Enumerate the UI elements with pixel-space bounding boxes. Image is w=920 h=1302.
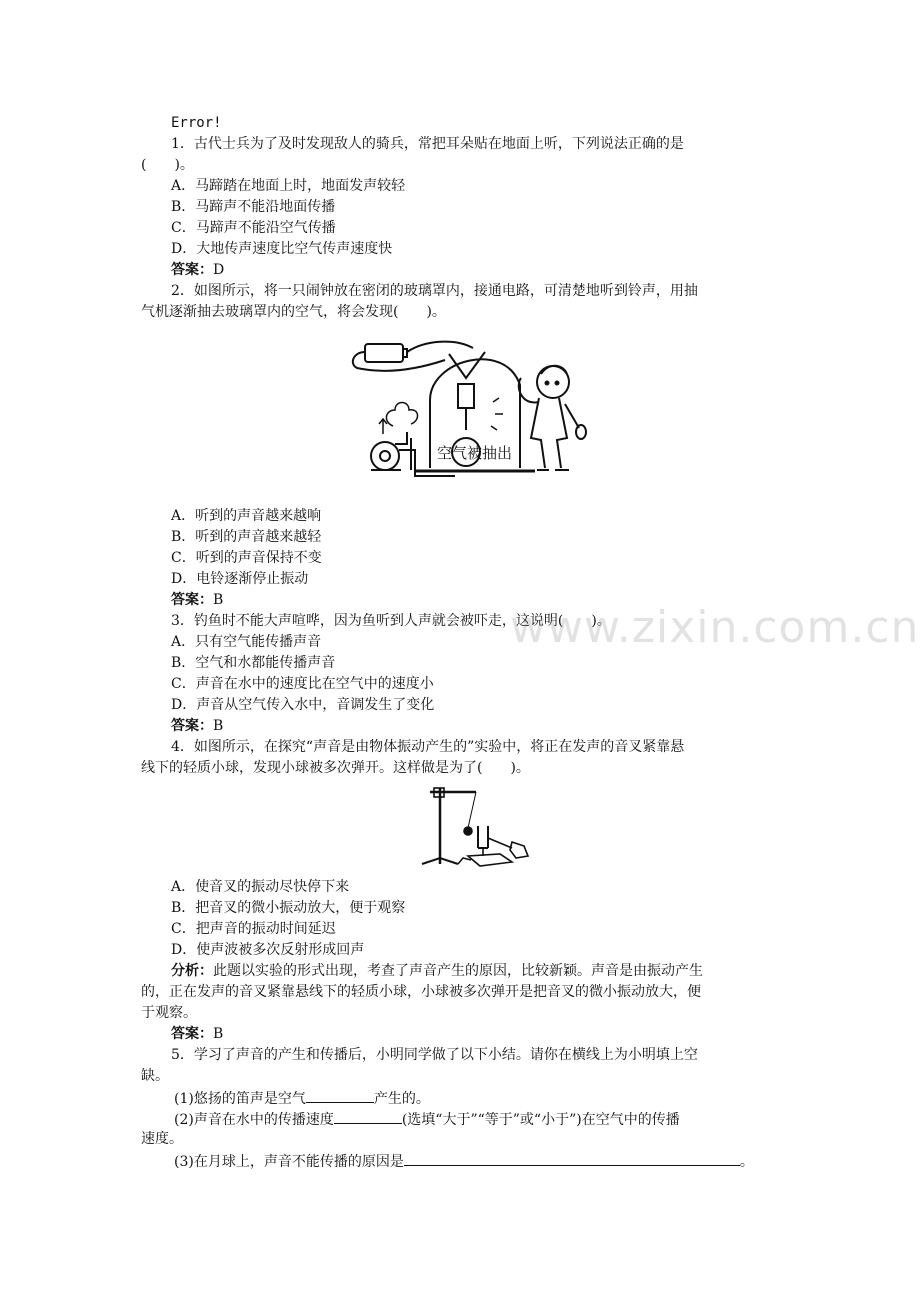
- q2-option-a: A．听到的声音越来越响: [171, 508, 322, 524]
- q5-part2-text: (2)声音在水中的传播速度: [174, 1112, 334, 1128]
- q2-option-c: C．听到的声音保持不变: [171, 550, 322, 566]
- q1-stem-line1: 1．古代士兵为了及时发现敌人的骑兵，常把耳朵贴在地面上听，下列说法正确的是: [171, 136, 684, 152]
- q1-option-c: C．马蹄声不能沿空气传播: [171, 220, 336, 236]
- q5-part2-end: (选填“大于”“等于”或“小于”)在空气中的传播: [401, 1112, 680, 1128]
- q4-option-a: A．使音叉的振动尽快停下来: [171, 879, 350, 895]
- answer-value: B: [213, 592, 224, 608]
- q5-stem-line2: 缺。: [141, 1068, 169, 1084]
- hand-icon: [510, 842, 528, 858]
- answer-label: 答案：: [171, 718, 213, 734]
- q5-part3-text: (3)在月球上，声音不能传播的原因是: [174, 1154, 404, 1170]
- answer-label: 答案：: [171, 592, 213, 608]
- watermark: www.zixin.com.cn: [510, 602, 920, 653]
- q4-analysis-line2: 的，正在发声的音叉紧靠悬线下的轻质小球，小球被多次弹开是把音叉的微小振动放大，便: [141, 984, 701, 1000]
- vacuum-pump-icon: [371, 442, 399, 470]
- q4-answer: [171, 1025, 223, 1043]
- q3-stem-line1: 3．钓鱼时不能大声喧哗，因为鱼听到人声就会被吓走，这说明( )。: [171, 613, 611, 629]
- q2-option-b: B．听到的声音越来越轻: [171, 529, 322, 545]
- q2-stem-line1: 2．如图所示，将一只闹钟放在密闭的玻璃罩内，接通电路，可清楚地听到铃声，用抽: [171, 283, 698, 299]
- ball-icon: [464, 827, 472, 835]
- q5-stem-line1: 5．学习了声音的产生和传播后，小明同学做了以下小结。请你在横线上为小明填上空: [171, 1047, 698, 1063]
- q5-part1: [174, 1088, 430, 1108]
- q4-analysis-line3: 于观察。: [141, 1005, 197, 1021]
- q2-option-d: D．电铃逐渐停止振动: [171, 571, 309, 587]
- answer-label: 答案：: [171, 262, 213, 278]
- q3-option-d: D．声音从空气传入水中，音调发生了变化: [171, 697, 435, 713]
- q1-answer: [171, 261, 224, 279]
- answer-value: B: [213, 1026, 224, 1042]
- q5-part3: [174, 1151, 754, 1171]
- error-header: Error!: [171, 115, 222, 131]
- analysis-text: 此题以实验的形式出现，考查了声音产生的原因，比较新颖。声音是由振动产生: [213, 963, 703, 979]
- q2-stem-line2: 气机逐渐抽去玻璃罩内的空气，将会发现( )。: [141, 304, 446, 320]
- q3-answer: [171, 717, 223, 735]
- q3-option-c: C．声音在水中的速度比在空气中的速度小: [171, 676, 434, 692]
- q5-part3-end: 。: [739, 1154, 754, 1170]
- q1-option-d: D．大地传声速度比空气传声速度快: [171, 241, 393, 257]
- q1-option-a: A．马蹄踏在地面上时，地面发声较轻: [171, 178, 406, 194]
- q3-option-b: B．空气和水都能传播声音: [171, 655, 336, 671]
- q5-part1-text: (1)悠扬的笛声是空气: [174, 1091, 306, 1107]
- q4-option-d: D．使声波被多次反射形成回声: [171, 942, 365, 958]
- answer-label: 答案：: [171, 1026, 213, 1042]
- q1-option-b: B．马蹄声不能沿地面传播: [171, 199, 336, 215]
- q2-answer: [171, 591, 223, 609]
- q4-analysis-line1: [171, 962, 703, 980]
- q5-part1-end: 产生的。: [373, 1091, 430, 1107]
- answer-blank-2[interactable]: [334, 1109, 402, 1124]
- q1-stem-line2: ( )。: [141, 157, 194, 173]
- answer-value: D: [213, 262, 225, 278]
- q4-stem-line2: 线下的轻质小球，发现小球被多次弹开。这样做是为了( )。: [141, 760, 530, 776]
- bell-jar-figure: [345, 330, 595, 490]
- analysis-label: 分析：: [171, 963, 213, 979]
- battery-icon: [365, 344, 403, 362]
- q4-option-c: C．把声音的振动时间延迟: [171, 921, 336, 937]
- q4-option-b: B．把音叉的微小振动放大，便于观察: [171, 900, 406, 916]
- answer-blank-1[interactable]: [306, 1088, 374, 1103]
- q3-option-a: A．只有空气能传播声音: [171, 634, 322, 650]
- q5-part2: [174, 1109, 680, 1129]
- tuning-fork-figure: [418, 782, 538, 874]
- q4-stem-line1: 4．如图所示，在探究“声音是由物体振动产生的”实验中，将正在发声的音叉紧靠悬: [171, 739, 685, 755]
- tuning-fork-icon: [478, 826, 488, 848]
- answer-value: B: [213, 718, 224, 734]
- figure-caption: 空气被抽出: [437, 444, 513, 462]
- q5-part2-line2: 速度。: [141, 1131, 183, 1147]
- answer-blank-3[interactable]: [404, 1151, 740, 1166]
